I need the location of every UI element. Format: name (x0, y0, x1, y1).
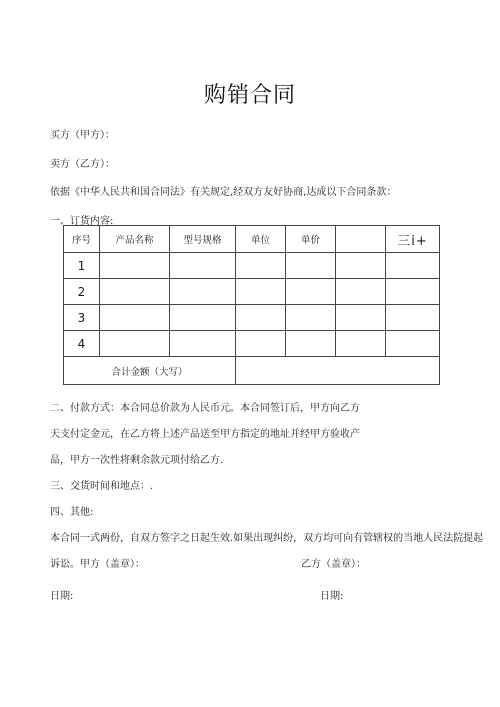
buyer-line: 买方（甲方）： (50, 130, 115, 141)
payment-line-2: 天支付定金元，在乙方将上述产品送至甲方指定的地址并经甲方验收产 (50, 429, 360, 440)
seller-line: 卖方（乙方）： (50, 159, 115, 170)
header-total: 三i+ (386, 226, 440, 253)
total-amount-value (236, 357, 440, 385)
table-cell (336, 279, 386, 305)
table-cell (170, 331, 236, 357)
header-product-name: 产品名称 (100, 226, 170, 253)
intro-paragraph: 依据《中华人民共和国合同法》有关规定,经双方友好协商,达成以下合同条款： (50, 187, 397, 198)
payment-line-1: 二、付款方式：本合同总价款为人民币元。本合同签订后，甲方向乙方 (50, 403, 360, 414)
table-cell (100, 279, 170, 305)
table-row (64, 253, 440, 279)
table-cell (170, 279, 236, 305)
row-index: 4 (64, 331, 100, 357)
header-index: 序号 (64, 226, 100, 253)
table-cell (236, 305, 286, 331)
table-cell (386, 253, 440, 279)
total-row (64, 357, 440, 385)
order-table (63, 225, 440, 385)
table-row (64, 279, 440, 305)
section-order-contents: 一、订货内容: (50, 216, 114, 227)
row-index: 3 (64, 305, 100, 331)
table-cell (170, 253, 236, 279)
header-unit: 单位 (236, 226, 286, 253)
table-cell (286, 279, 336, 305)
header-blank (336, 226, 386, 253)
table-cell (386, 331, 440, 357)
total-amount-label: 合计金额（大写） (64, 357, 236, 385)
row-index: 1 (64, 253, 100, 279)
row-index: 2 (64, 279, 100, 305)
page-title: 购销合同 (203, 83, 296, 108)
table-header-row (64, 226, 440, 253)
payment-line-3: 品，甲方一次性将剩余款元项付给乙方. (50, 455, 224, 466)
table-cell (236, 331, 286, 357)
table-cell (386, 279, 440, 305)
table-cell (170, 305, 236, 331)
table-cell (286, 305, 336, 331)
table-cell (100, 253, 170, 279)
table-cell (236, 279, 286, 305)
section-other: 四、其他: (50, 507, 94, 518)
party-b-seal: 乙方（盖章）： (301, 559, 366, 570)
table-cell (336, 253, 386, 279)
section-delivery: 三、交货时间和地点：. (50, 481, 154, 492)
table-cell (336, 305, 386, 331)
table-cell (236, 253, 286, 279)
table-cell (100, 305, 170, 331)
table-row (64, 305, 440, 331)
table-row (64, 331, 440, 357)
header-model-spec: 型号规格 (170, 226, 236, 253)
other-text: 本合同一式两份，自双方签字之日起生效.如果出现纠纷，双方均可向有管辖权的当地人民法院提起 (50, 533, 484, 544)
table-cell (100, 331, 170, 357)
party-b-date: 日期: (320, 591, 344, 602)
table-cell (286, 253, 336, 279)
party-a-seal: 诉讼。甲方（盖章）： (50, 559, 145, 570)
table-cell (386, 305, 440, 331)
party-a-date: 日期: (50, 591, 74, 602)
table-cell (336, 331, 386, 357)
header-unit-price: 单价 (286, 226, 336, 253)
table-cell (286, 331, 336, 357)
